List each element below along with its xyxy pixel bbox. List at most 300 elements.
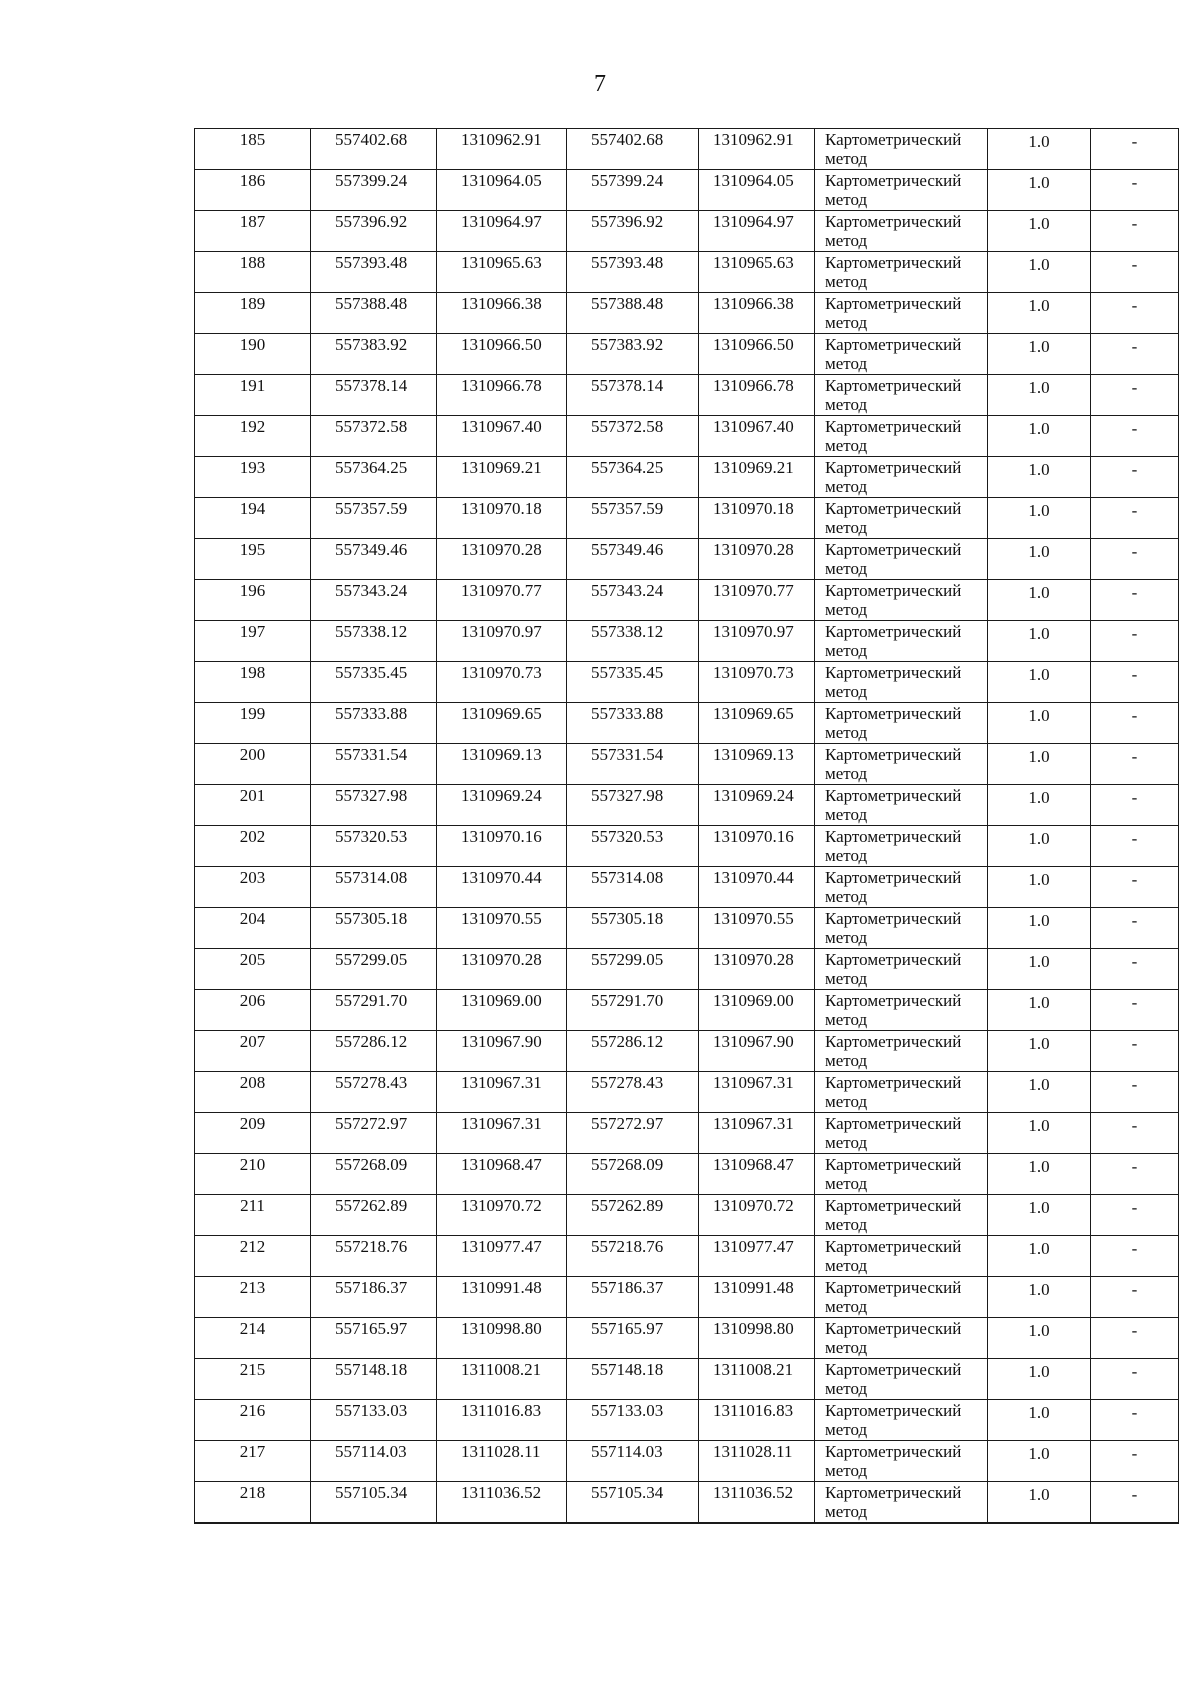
specified-y-cell: 1310969.21: [699, 457, 815, 498]
note-cell: -: [1091, 744, 1179, 785]
existing-y-cell: 1310970.28: [437, 539, 567, 580]
note-cell: -: [1091, 375, 1179, 416]
accuracy-cell: 1.0: [988, 170, 1091, 211]
existing-x-cell: 557186.37: [311, 1277, 437, 1318]
point-number-cell: 191: [195, 375, 311, 416]
note-cell: -: [1091, 1318, 1179, 1359]
point-number-cell: 209: [195, 1113, 311, 1154]
specified-x-cell: 557105.34: [567, 1482, 699, 1523]
table-row: [195, 826, 1179, 867]
note-cell: -: [1091, 170, 1179, 211]
method-cell: [815, 785, 988, 826]
method-cell: [815, 1195, 988, 1236]
method-line-1: Картометрический: [825, 1032, 962, 1051]
method-line-2: метод: [825, 641, 868, 660]
method-line-1: Картометрический: [825, 335, 962, 354]
table-row: [195, 990, 1179, 1031]
method-line-1: Картометрический: [825, 745, 962, 764]
specified-y-cell: 1310965.63: [699, 252, 815, 293]
method-line-2: метод: [825, 149, 868, 168]
point-number-cell: 192: [195, 416, 311, 457]
method-line-2: метод: [825, 1133, 868, 1152]
table-row: [195, 293, 1179, 334]
existing-y-cell: 1310964.97: [437, 211, 567, 252]
specified-y-cell: 1310970.55: [699, 908, 815, 949]
method-line-1: Картометрический: [825, 909, 962, 928]
existing-x-cell: 557320.53: [311, 826, 437, 867]
method-line-2: метод: [825, 805, 868, 824]
specified-y-cell: 1310970.44: [699, 867, 815, 908]
method-line-2: метод: [825, 887, 868, 906]
accuracy-cell: 1.0: [988, 990, 1091, 1031]
method-cell: [815, 580, 988, 621]
specified-y-cell: 1311016.83: [699, 1400, 815, 1441]
specified-x-cell: 557357.59: [567, 498, 699, 539]
existing-x-cell: 557393.48: [311, 252, 437, 293]
table-row: [195, 1236, 1179, 1277]
method-line-1: Картометрический: [825, 1360, 962, 1379]
note-cell: -: [1091, 293, 1179, 334]
existing-y-cell: 1310969.21: [437, 457, 567, 498]
existing-y-cell: 1310977.47: [437, 1236, 567, 1277]
existing-y-cell: 1310967.90: [437, 1031, 567, 1072]
method-cell: [815, 334, 988, 375]
method-cell: [815, 1441, 988, 1482]
specified-y-cell: 1310962.91: [699, 129, 815, 170]
specified-x-cell: 557388.48: [567, 293, 699, 334]
note-cell: -: [1091, 826, 1179, 867]
note-cell: -: [1091, 1031, 1179, 1072]
method-line-1: Картометрический: [825, 1196, 962, 1215]
accuracy-cell: 1.0: [988, 498, 1091, 539]
table-row: [195, 457, 1179, 498]
method-line-2: метод: [825, 1420, 868, 1439]
point-number-cell: 193: [195, 457, 311, 498]
specified-x-cell: 557272.97: [567, 1113, 699, 1154]
method-line-1: Картометрический: [825, 950, 962, 969]
method-cell: [815, 498, 988, 539]
existing-y-cell: 1311036.52: [437, 1482, 567, 1523]
method-cell: [815, 375, 988, 416]
method-line-2: метод: [825, 436, 868, 455]
specified-y-cell: 1310968.47: [699, 1154, 815, 1195]
specified-y-cell: 1310970.28: [699, 949, 815, 990]
note-cell: -: [1091, 621, 1179, 662]
method-line-2: метод: [825, 1297, 868, 1316]
note-cell: -: [1091, 129, 1179, 170]
point-number-cell: 199: [195, 703, 311, 744]
method-line-2: метод: [825, 477, 868, 496]
method-cell: [815, 129, 988, 170]
existing-x-cell: 557357.59: [311, 498, 437, 539]
method-line-1: Картометрический: [825, 1401, 962, 1420]
accuracy-cell: 1.0: [988, 744, 1091, 785]
point-number-cell: 205: [195, 949, 311, 990]
point-number-cell: 203: [195, 867, 311, 908]
method-cell: [815, 1113, 988, 1154]
method-cell: [815, 211, 988, 252]
existing-y-cell: 1310965.63: [437, 252, 567, 293]
existing-x-cell: 557338.12: [311, 621, 437, 662]
method-line-1: Картометрический: [825, 991, 962, 1010]
note-cell: -: [1091, 1195, 1179, 1236]
existing-x-cell: 557402.68: [311, 129, 437, 170]
point-number-cell: 189: [195, 293, 311, 334]
existing-x-cell: 557268.09: [311, 1154, 437, 1195]
specified-y-cell: 1310970.18: [699, 498, 815, 539]
accuracy-cell: 1.0: [988, 1359, 1091, 1400]
specified-x-cell: 557291.70: [567, 990, 699, 1031]
existing-y-cell: 1310966.38: [437, 293, 567, 334]
method-line-2: метод: [825, 723, 868, 742]
specified-x-cell: 557349.46: [567, 539, 699, 580]
table-row: [195, 1441, 1179, 1482]
existing-y-cell: 1310991.48: [437, 1277, 567, 1318]
point-number-cell: 196: [195, 580, 311, 621]
note-cell: -: [1091, 1441, 1179, 1482]
method-cell: [815, 1236, 988, 1277]
existing-x-cell: 557305.18: [311, 908, 437, 949]
point-number-cell: 201: [195, 785, 311, 826]
method-line-2: метод: [825, 969, 868, 988]
point-number-cell: 190: [195, 334, 311, 375]
accuracy-cell: 1.0: [988, 1318, 1091, 1359]
specified-x-cell: 557335.45: [567, 662, 699, 703]
specified-y-cell: 1311008.21: [699, 1359, 815, 1400]
note-cell: -: [1091, 785, 1179, 826]
coordinates-table: [194, 128, 1179, 1524]
existing-y-cell: 1310969.13: [437, 744, 567, 785]
method-line-2: метод: [825, 395, 868, 414]
specified-x-cell: 557133.03: [567, 1400, 699, 1441]
table-row: [195, 908, 1179, 949]
method-line-1: Картометрический: [825, 786, 962, 805]
method-line-1: Картометрический: [825, 868, 962, 887]
accuracy-cell: 1.0: [988, 1113, 1091, 1154]
accuracy-cell: 1.0: [988, 908, 1091, 949]
specified-y-cell: 1310966.78: [699, 375, 815, 416]
note-cell: -: [1091, 949, 1179, 990]
specified-x-cell: 557165.97: [567, 1318, 699, 1359]
point-number-cell: 217: [195, 1441, 311, 1482]
method-line-1: Картометрический: [825, 253, 962, 272]
table-row: [195, 539, 1179, 580]
table-row: [195, 785, 1179, 826]
existing-x-cell: 557286.12: [311, 1031, 437, 1072]
table-row: [195, 867, 1179, 908]
accuracy-cell: 1.0: [988, 1482, 1091, 1523]
existing-x-cell: 557331.54: [311, 744, 437, 785]
specified-x-cell: 557333.88: [567, 703, 699, 744]
specified-x-cell: 557338.12: [567, 621, 699, 662]
specified-y-cell: 1310969.65: [699, 703, 815, 744]
specified-x-cell: 557186.37: [567, 1277, 699, 1318]
existing-y-cell: 1310970.18: [437, 498, 567, 539]
accuracy-cell: 1.0: [988, 1277, 1091, 1318]
point-number-cell: 198: [195, 662, 311, 703]
existing-x-cell: 557133.03: [311, 1400, 437, 1441]
table-row: [195, 1195, 1179, 1236]
method-line-2: метод: [825, 190, 868, 209]
method-cell: [815, 1400, 988, 1441]
table-row: [195, 416, 1179, 457]
existing-x-cell: 557314.08: [311, 867, 437, 908]
method-cell: [815, 1359, 988, 1400]
note-cell: -: [1091, 416, 1179, 457]
method-line-2: метод: [825, 313, 868, 332]
accuracy-cell: 1.0: [988, 416, 1091, 457]
note-cell: -: [1091, 662, 1179, 703]
existing-x-cell: 557165.97: [311, 1318, 437, 1359]
method-line-1: Картометрический: [825, 540, 962, 559]
point-number-cell: 195: [195, 539, 311, 580]
specified-x-cell: 557114.03: [567, 1441, 699, 1482]
point-number-cell: 207: [195, 1031, 311, 1072]
existing-x-cell: 557218.76: [311, 1236, 437, 1277]
accuracy-cell: 1.0: [988, 867, 1091, 908]
method-line-1: Картометрический: [825, 1073, 962, 1092]
point-number-cell: 185: [195, 129, 311, 170]
accuracy-cell: 1.0: [988, 1031, 1091, 1072]
table-row: [195, 498, 1179, 539]
method-line-1: Картометрический: [825, 704, 962, 723]
accuracy-cell: 1.0: [988, 580, 1091, 621]
method-line-1: Картометрический: [825, 130, 962, 149]
table-row: [195, 129, 1179, 170]
existing-y-cell: 1310970.16: [437, 826, 567, 867]
accuracy-cell: 1.0: [988, 1400, 1091, 1441]
method-cell: [815, 990, 988, 1031]
method-cell: [815, 1482, 988, 1523]
point-number-cell: 216: [195, 1400, 311, 1441]
existing-x-cell: 557262.89: [311, 1195, 437, 1236]
method-line-1: Картометрический: [825, 171, 962, 190]
point-number-cell: 214: [195, 1318, 311, 1359]
specified-x-cell: 557286.12: [567, 1031, 699, 1072]
specified-y-cell: 1310970.97: [699, 621, 815, 662]
method-cell: [815, 252, 988, 293]
specified-x-cell: 557399.24: [567, 170, 699, 211]
existing-y-cell: 1310970.55: [437, 908, 567, 949]
method-line-1: Картометрический: [825, 1114, 962, 1133]
table-row: [195, 1031, 1179, 1072]
method-cell: [815, 539, 988, 580]
existing-x-cell: 557372.58: [311, 416, 437, 457]
method-line-1: Картометрический: [825, 1237, 962, 1256]
specified-x-cell: 557320.53: [567, 826, 699, 867]
existing-x-cell: 557148.18: [311, 1359, 437, 1400]
note-cell: -: [1091, 1400, 1179, 1441]
existing-y-cell: 1310970.72: [437, 1195, 567, 1236]
existing-y-cell: 1310970.77: [437, 580, 567, 621]
point-number-cell: 215: [195, 1359, 311, 1400]
existing-y-cell: 1310967.31: [437, 1072, 567, 1113]
existing-y-cell: 1310969.24: [437, 785, 567, 826]
table-row: [195, 662, 1179, 703]
method-line-2: метод: [825, 518, 868, 537]
specified-x-cell: 557299.05: [567, 949, 699, 990]
existing-y-cell: 1310962.91: [437, 129, 567, 170]
existing-y-cell: 1310969.00: [437, 990, 567, 1031]
note-cell: -: [1091, 252, 1179, 293]
method-line-2: метод: [825, 1092, 868, 1111]
note-cell: -: [1091, 908, 1179, 949]
table-row: [195, 334, 1179, 375]
accuracy-cell: 1.0: [988, 703, 1091, 744]
specified-x-cell: 557402.68: [567, 129, 699, 170]
method-line-2: метод: [825, 1461, 868, 1480]
point-number-cell: 202: [195, 826, 311, 867]
method-cell: [815, 1072, 988, 1113]
existing-x-cell: 557291.70: [311, 990, 437, 1031]
point-number-cell: 218: [195, 1482, 311, 1523]
existing-x-cell: 557343.24: [311, 580, 437, 621]
method-cell: [815, 1031, 988, 1072]
method-line-2: метод: [825, 231, 868, 250]
method-line-2: метод: [825, 1338, 868, 1357]
specified-y-cell: 1310969.24: [699, 785, 815, 826]
page-number: 7: [594, 71, 606, 97]
point-number-cell: 188: [195, 252, 311, 293]
note-cell: -: [1091, 211, 1179, 252]
existing-y-cell: 1311008.21: [437, 1359, 567, 1400]
method-cell: [815, 908, 988, 949]
accuracy-cell: 1.0: [988, 1154, 1091, 1195]
table-row: [195, 744, 1179, 785]
table-row: [195, 1072, 1179, 1113]
accuracy-cell: 1.0: [988, 621, 1091, 662]
existing-x-cell: 557272.97: [311, 1113, 437, 1154]
method-cell: [815, 744, 988, 785]
specified-y-cell: 1310970.77: [699, 580, 815, 621]
accuracy-cell: 1.0: [988, 785, 1091, 826]
accuracy-cell: 1.0: [988, 252, 1091, 293]
existing-x-cell: 557333.88: [311, 703, 437, 744]
specified-y-cell: 1310969.00: [699, 990, 815, 1031]
note-cell: -: [1091, 990, 1179, 1031]
note-cell: -: [1091, 1154, 1179, 1195]
point-number-cell: 187: [195, 211, 311, 252]
existing-y-cell: 1310968.47: [437, 1154, 567, 1195]
specified-y-cell: 1310967.31: [699, 1113, 815, 1154]
method-line-2: метод: [825, 846, 868, 865]
accuracy-cell: 1.0: [988, 129, 1091, 170]
specified-x-cell: 557262.89: [567, 1195, 699, 1236]
method-line-1: Картометрический: [825, 1442, 962, 1461]
specified-x-cell: 557396.92: [567, 211, 699, 252]
point-number-cell: 197: [195, 621, 311, 662]
existing-x-cell: 557114.03: [311, 1441, 437, 1482]
note-cell: -: [1091, 1482, 1179, 1523]
note-cell: -: [1091, 1277, 1179, 1318]
existing-x-cell: 557396.92: [311, 211, 437, 252]
existing-x-cell: 557327.98: [311, 785, 437, 826]
note-cell: -: [1091, 580, 1179, 621]
method-line-1: Картометрический: [825, 1483, 962, 1502]
table-row: [195, 170, 1179, 211]
method-cell: [815, 1277, 988, 1318]
existing-y-cell: 1310966.78: [437, 375, 567, 416]
specified-y-cell: 1310970.28: [699, 539, 815, 580]
method-line-1: Картометрический: [825, 458, 962, 477]
specified-y-cell: 1310970.16: [699, 826, 815, 867]
table-row: [195, 1359, 1179, 1400]
accuracy-cell: 1.0: [988, 662, 1091, 703]
method-line-1: Картометрический: [825, 376, 962, 395]
specified-x-cell: 557327.98: [567, 785, 699, 826]
table-row: [195, 1277, 1179, 1318]
point-number-cell: 210: [195, 1154, 311, 1195]
specified-y-cell: 1310964.97: [699, 211, 815, 252]
specified-y-cell: 1310969.13: [699, 744, 815, 785]
method-line-1: Картометрический: [825, 212, 962, 231]
specified-x-cell: 557305.18: [567, 908, 699, 949]
method-line-2: метод: [825, 600, 868, 619]
table-row: [195, 1400, 1179, 1441]
accuracy-cell: 1.0: [988, 1441, 1091, 1482]
accuracy-cell: 1.0: [988, 293, 1091, 334]
method-line-1: Картометрический: [825, 622, 962, 641]
specified-y-cell: 1310966.50: [699, 334, 815, 375]
existing-y-cell: 1311028.11: [437, 1441, 567, 1482]
existing-y-cell: 1310970.28: [437, 949, 567, 990]
note-cell: -: [1091, 334, 1179, 375]
accuracy-cell: 1.0: [988, 1195, 1091, 1236]
specified-y-cell: 1310970.73: [699, 662, 815, 703]
existing-y-cell: 1310966.50: [437, 334, 567, 375]
table-row: [195, 1482, 1179, 1523]
method-line-2: метод: [825, 1379, 868, 1398]
existing-y-cell: 1310969.65: [437, 703, 567, 744]
accuracy-cell: 1.0: [988, 826, 1091, 867]
specified-y-cell: 1311028.11: [699, 1441, 815, 1482]
existing-x-cell: 557383.92: [311, 334, 437, 375]
note-cell: -: [1091, 703, 1179, 744]
method-line-1: Картометрический: [825, 1278, 962, 1297]
method-line-1: Картометрический: [825, 663, 962, 682]
specified-y-cell: 1311036.52: [699, 1482, 815, 1523]
method-line-1: Картометрический: [825, 1319, 962, 1338]
specified-x-cell: 557364.25: [567, 457, 699, 498]
specified-y-cell: 1310977.47: [699, 1236, 815, 1277]
method-line-2: метод: [825, 1010, 868, 1029]
note-cell: -: [1091, 539, 1179, 580]
method-line-2: метод: [825, 559, 868, 578]
specified-y-cell: 1310964.05: [699, 170, 815, 211]
point-number-cell: 194: [195, 498, 311, 539]
point-number-cell: 211: [195, 1195, 311, 1236]
specified-y-cell: 1310967.90: [699, 1031, 815, 1072]
specified-x-cell: 557218.76: [567, 1236, 699, 1277]
existing-y-cell: 1310998.80: [437, 1318, 567, 1359]
method-cell: [815, 662, 988, 703]
method-line-1: Картометрический: [825, 417, 962, 436]
method-line-2: метод: [825, 1174, 868, 1193]
existing-x-cell: 557299.05: [311, 949, 437, 990]
note-cell: -: [1091, 498, 1179, 539]
method-cell: [815, 867, 988, 908]
point-number-cell: 212: [195, 1236, 311, 1277]
existing-y-cell: 1310970.97: [437, 621, 567, 662]
specified-x-cell: 557378.14: [567, 375, 699, 416]
note-cell: -: [1091, 1236, 1179, 1277]
method-line-2: метод: [825, 354, 868, 373]
method-line-2: метод: [825, 272, 868, 291]
existing-x-cell: 557399.24: [311, 170, 437, 211]
accuracy-cell: 1.0: [988, 334, 1091, 375]
existing-y-cell: 1310967.31: [437, 1113, 567, 1154]
accuracy-cell: 1.0: [988, 1236, 1091, 1277]
